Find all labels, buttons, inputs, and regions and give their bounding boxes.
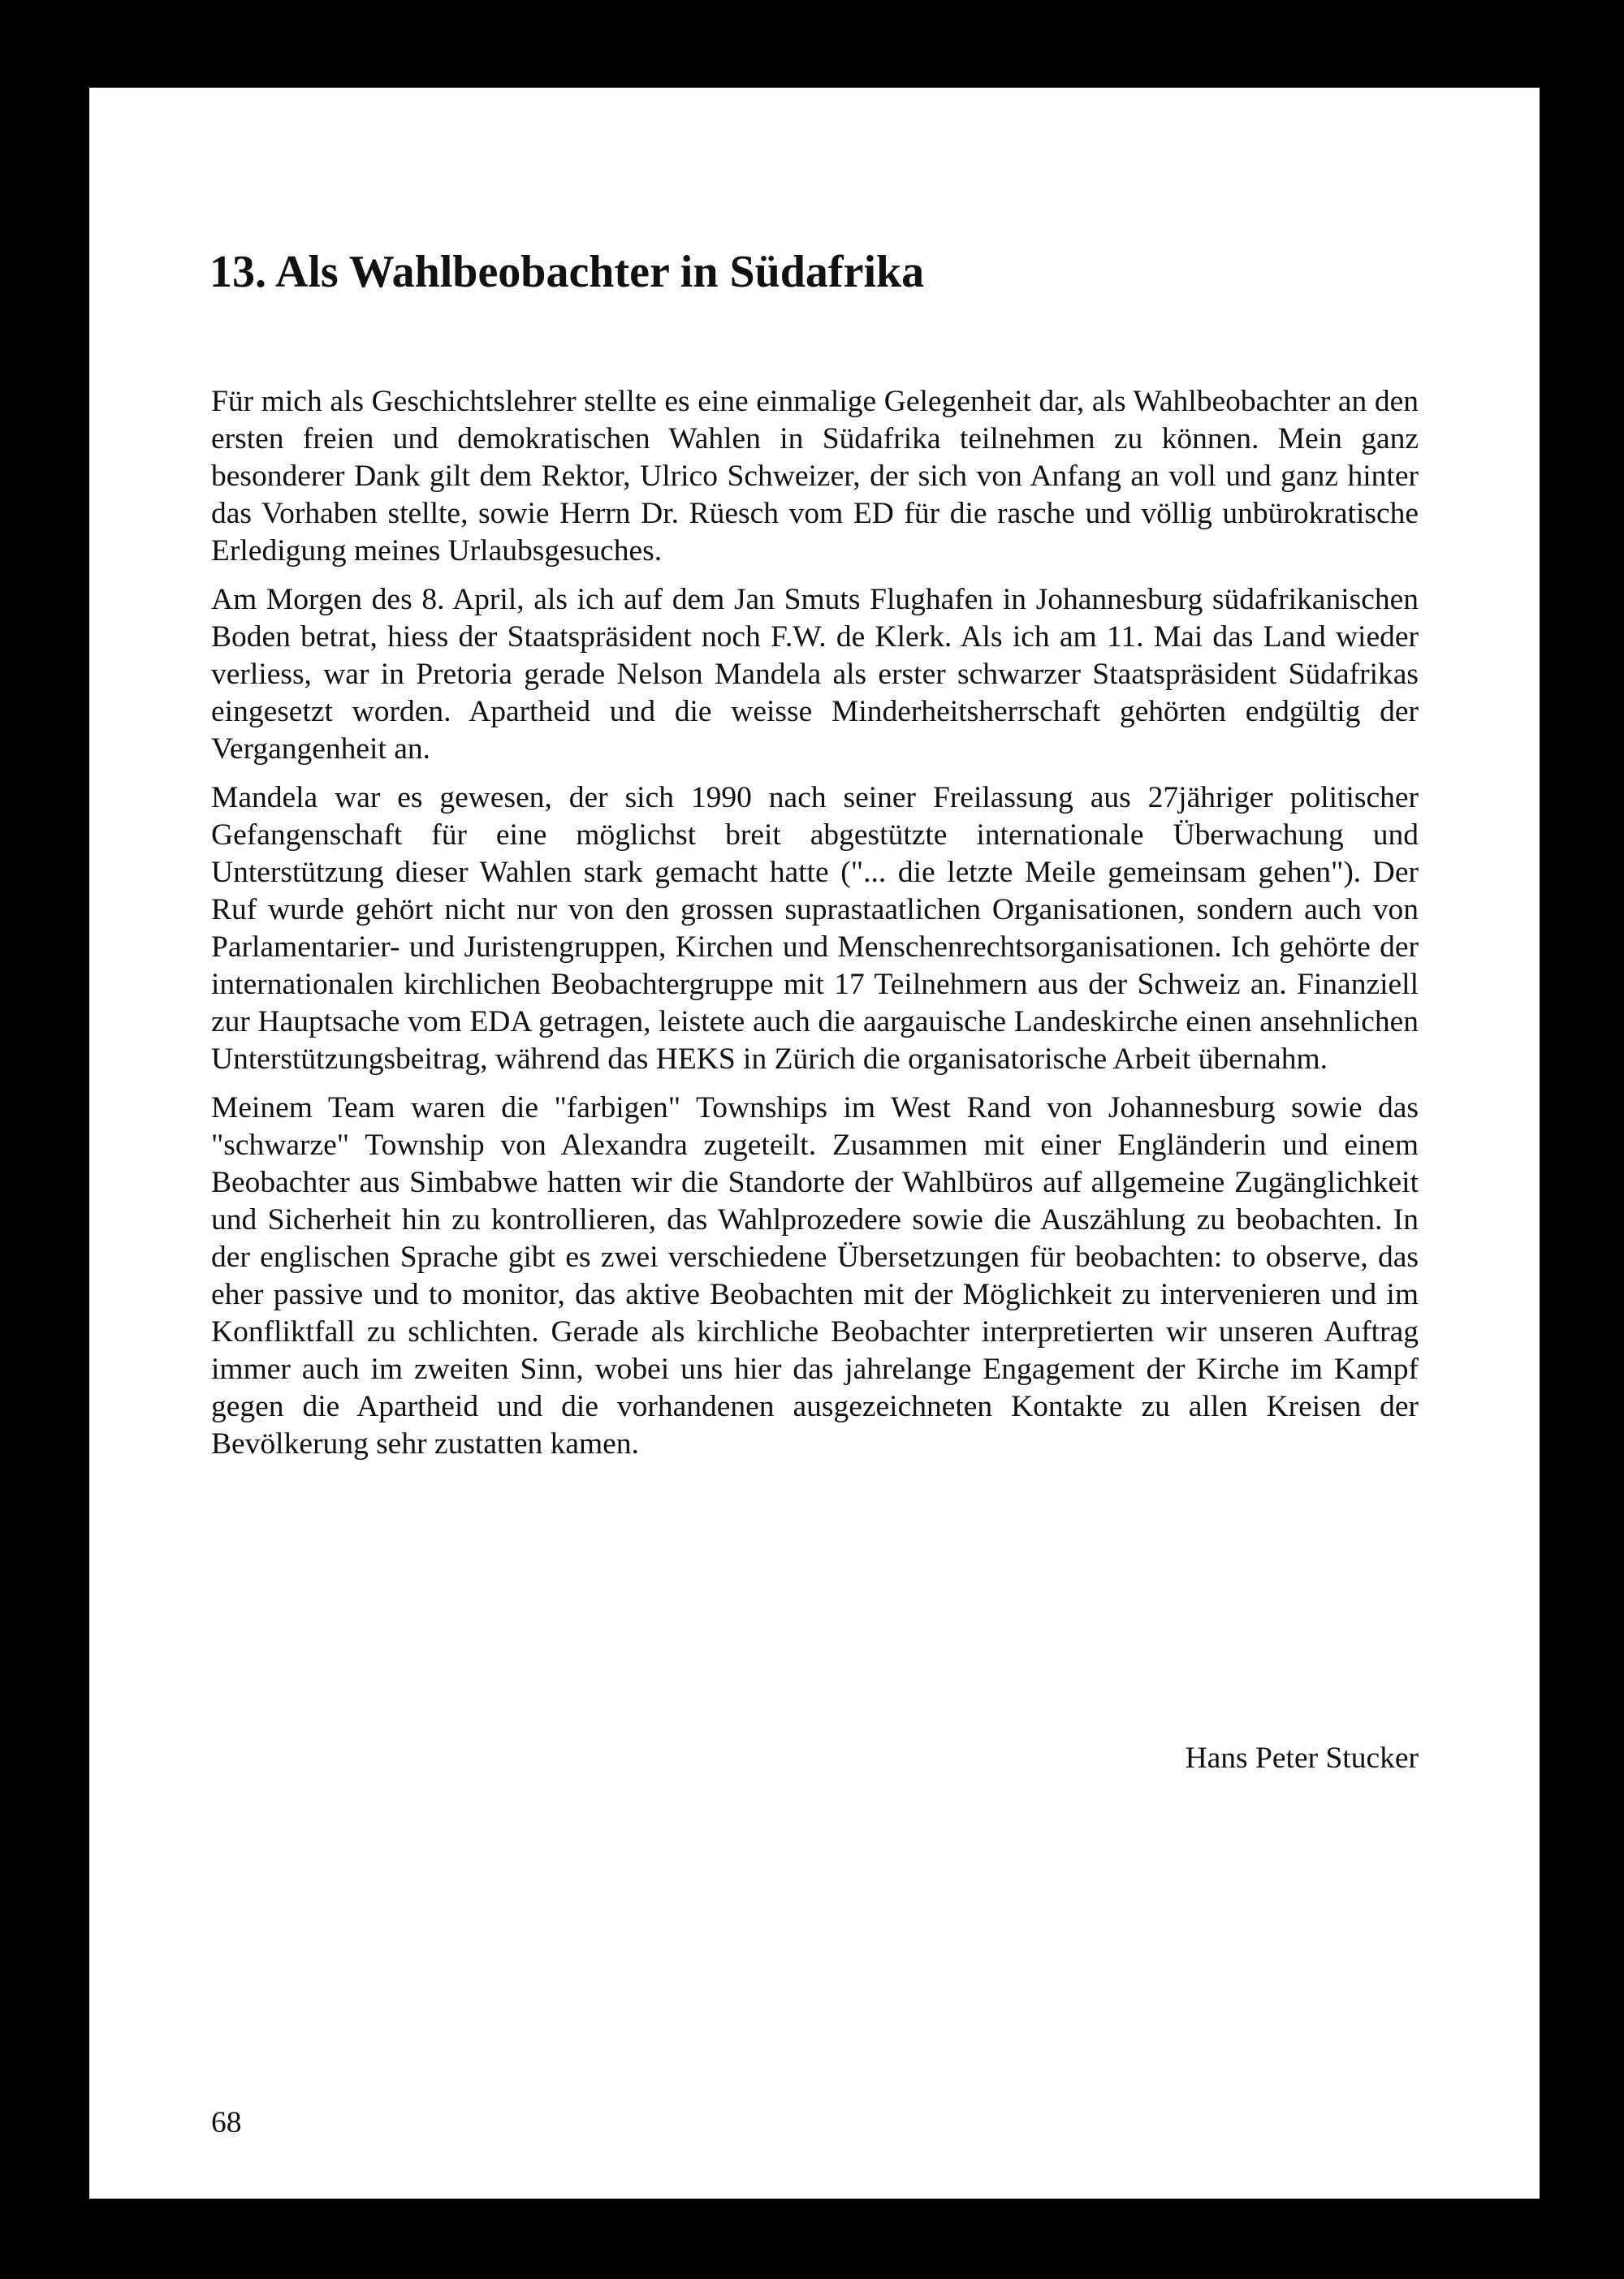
author-signature: Hans Peter Stucker (1185, 1742, 1419, 1775)
paragraph: Mandela war es gewesen, der sich 1990 nach seiner Freilassung aus 27jähriger politischer Gefangenschaft für eine möglichst breit abgestützte internationale Überwachung und Unterstützung dieser Wahlen stark gemacht hatte ("... die letzte Meile gemeinsam gehen"). Der Ruf wurde gehört nicht nur von den grossen suprastaatlichen Organisationen, sondern auch von Parlamentarier- und Juristengruppen, Kirchen und Menschenrechtsorganisationen. Ich gehörte der internationalen kirchlichen Beobachtergruppe mit 17 Teilnehmern aus der Schweiz an. Finanziell zur Hauptsache vom EDA getragen, leistete auch die aargauische Landeskirche einen ansehnlichen Unterstützungsbeitrag, während das HEKS in Zürich die organisatorische Arbeit übernahm. (211, 781, 1419, 1076)
chapter-title: 13. Als Wahlbeobachter in Südafrika (209, 247, 925, 297)
document-page (89, 88, 1540, 2199)
paragraph: Am Morgen des 8. April, als ich auf dem Jan Smuts Flughafen in Johannesburg südafrikanischen Boden betrat, hiess der Staatspräsident noch F.W. de Klerk. Als ich am 11. Mai das Land wieder verliess, war in Pretoria gerade Nelson Mandela als erster schwarzer Staatspräsident Südafrikas eingesetzt worden. Apartheid und die weisse Minderheitsherrschaft gehörten endgültig der Vergangenheit an. (211, 583, 1419, 766)
paragraph: Meinem Team waren die "farbigen" Townships im West Rand von Johannesburg sowie das "schwarze" Township von Alexandra zugeteilt. Zusammen mit einer Engländerin und einem Beobachter aus Simbabwe hatten wir die Standorte der Wahlbüros auf allgemeine Zugänglichkeit und Sicherheit hin zu kontrollieren, das Wahlprozedere sowie die Auszählung zu beobachten. In der englischen Sprache gibt es zwei verschiedene Übersetzungen für beobachten: to observe, das eher passive und to monitor, das aktive Beobachten mit der Möglichkeit zu intervenieren und im Konfliktfall zu schlichten. Gerade als kirchliche Beobachter interpretierten wir unseren Auftrag immer auch im zweiten Sinn, wobei uns hier das jahrelange Engagement der Kirche im Kampf gegen die Apartheid und die vorhandenen ausgezeichneten Kontakte zu allen Kreisen der Bevölkerung sehr zustatten kamen. (211, 1091, 1419, 1461)
paragraph: Für mich als Geschichtslehrer stellte es eine einmalige Gelegenheit dar, als Wahlbeobachter an den ersten freien und demokratischen Wahlen in Südafrika teilnehmen zu können. Mein ganz besonderer Dank gilt dem Rektor, Ulrico Schweizer, der sich von Anfang an voll und ganz hinter das Vorhaben stellte, sowie Herrn Dr. Rüesch vom ED für die rasche und völlig unbürokratische Erledigung meines Urlaubsgesuches. (211, 385, 1419, 568)
page-number: 68 (211, 2106, 242, 2139)
chapter-body (211, 383, 1419, 1474)
